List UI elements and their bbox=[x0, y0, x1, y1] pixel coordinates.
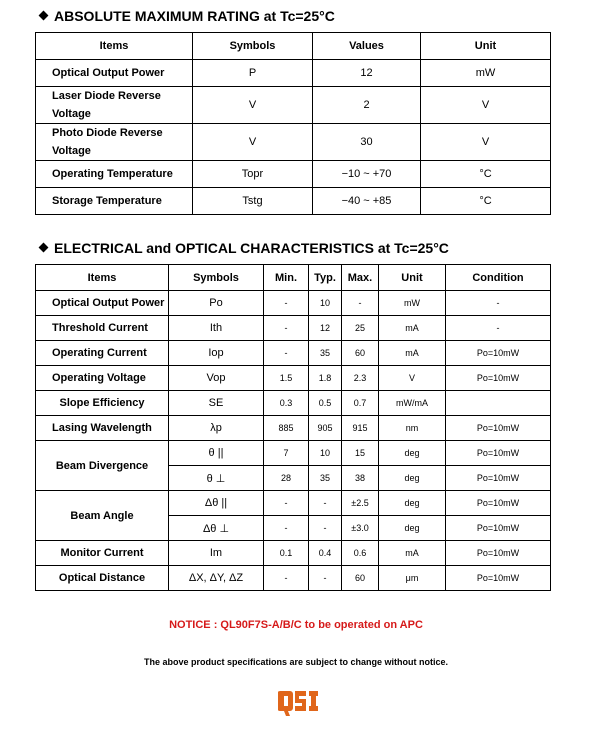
table-row bbox=[36, 391, 551, 416]
unit-cell: mW/mA bbox=[379, 391, 446, 416]
max-cell: 60 bbox=[342, 341, 379, 366]
min-cell: - bbox=[264, 516, 309, 541]
table-row bbox=[36, 441, 551, 466]
unit-cell: V bbox=[421, 87, 551, 124]
table-row bbox=[36, 416, 551, 441]
value-cell: −40 ~ +85 bbox=[313, 188, 421, 215]
symbol-cell: θ || bbox=[169, 441, 264, 466]
item-cell: Operating Voltage bbox=[36, 366, 169, 391]
typ-cell: - bbox=[309, 491, 342, 516]
max-cell: ±3.0 bbox=[342, 516, 379, 541]
item-cell: Operating Current bbox=[36, 341, 169, 366]
col-header: Values bbox=[313, 33, 421, 60]
notice-text: NOTICE : QL90F7S-A/B/C to be operated on APC bbox=[169, 619, 423, 631]
symbol-cell: Po bbox=[169, 291, 264, 316]
max-cell: 0.6 bbox=[342, 541, 379, 566]
table-row bbox=[36, 491, 551, 516]
unit-cell: deg bbox=[379, 516, 446, 541]
max-cell: 15 bbox=[342, 441, 379, 466]
col-header: Unit bbox=[379, 265, 446, 291]
condition-cell: Po=10mW bbox=[446, 516, 551, 541]
unit-cell: V bbox=[379, 366, 446, 391]
col-header: Items bbox=[36, 265, 169, 291]
col-header: Symbols bbox=[193, 33, 313, 60]
col-header: Symbols bbox=[169, 265, 264, 291]
symbol-cell: Δθ ⊥ bbox=[169, 516, 264, 541]
symbol-cell: P bbox=[193, 60, 313, 87]
item-cell: Optical Output Power bbox=[36, 291, 169, 316]
diamond-bullet-icon bbox=[39, 243, 49, 253]
symbol-cell: V bbox=[193, 124, 313, 161]
item-cell: Lasing Wavelength bbox=[36, 416, 169, 441]
max-cell: 0.7 bbox=[342, 391, 379, 416]
item-cell: Beam Angle bbox=[36, 491, 169, 541]
condition-cell: Po=10mW bbox=[446, 491, 551, 516]
max-cell: 60 bbox=[342, 566, 379, 591]
symbol-cell: SE bbox=[169, 391, 264, 416]
condition-cell: Po=10mW bbox=[446, 416, 551, 441]
item-cell: Laser Diode Reverse Voltage bbox=[36, 87, 193, 124]
typ-cell: 12 bbox=[309, 316, 342, 341]
symbol-cell: λp bbox=[169, 416, 264, 441]
table-row bbox=[36, 316, 551, 341]
col-header: Max. bbox=[342, 265, 379, 291]
condition-cell: Po=10mW bbox=[446, 566, 551, 591]
unit-cell: deg bbox=[379, 441, 446, 466]
typ-cell: 35 bbox=[309, 466, 342, 491]
min-cell: 7 bbox=[264, 441, 309, 466]
col-header: Min. bbox=[264, 265, 309, 291]
table-header-row bbox=[36, 265, 551, 291]
value-cell: −10 ~ +70 bbox=[313, 161, 421, 188]
unit-cell: mW bbox=[421, 60, 551, 87]
electrical-optical-table bbox=[35, 264, 551, 591]
unit-cell: mW bbox=[379, 291, 446, 316]
unit-cell: deg bbox=[379, 491, 446, 516]
item-cell: Optical Output Power bbox=[36, 60, 193, 87]
symbol-cell: Vop bbox=[169, 366, 264, 391]
value-cell: 2 bbox=[313, 87, 421, 124]
table-row bbox=[36, 124, 551, 161]
max-cell: 915 bbox=[342, 416, 379, 441]
max-cell: 38 bbox=[342, 466, 379, 491]
typ-cell: 10 bbox=[309, 441, 342, 466]
table-row bbox=[36, 87, 551, 124]
min-cell: - bbox=[264, 316, 309, 341]
table-header-row bbox=[36, 33, 551, 60]
table-row bbox=[36, 566, 551, 591]
symbol-cell: Im bbox=[169, 541, 264, 566]
item-cell: Operating Temperature bbox=[36, 161, 193, 188]
typ-cell: 10 bbox=[309, 291, 342, 316]
table-row bbox=[36, 161, 551, 188]
condition-cell: Po=10mW bbox=[446, 541, 551, 566]
min-cell: - bbox=[264, 291, 309, 316]
value-cell: 30 bbox=[313, 124, 421, 161]
absolute-max-rating-table bbox=[35, 32, 551, 215]
col-header: Unit bbox=[421, 33, 551, 60]
symbol-cell: θ ⊥ bbox=[169, 466, 264, 491]
table-row bbox=[36, 541, 551, 566]
item-cell: Optical Distance bbox=[36, 566, 169, 591]
elec-optical-title: ELECTRICAL and OPTICAL CHARACTERISTICS at Tc=25°C bbox=[40, 240, 449, 256]
typ-cell: 1.8 bbox=[309, 366, 342, 391]
symbol-cell: ΔX, ΔY, ΔZ bbox=[169, 566, 264, 591]
typ-cell: 0.4 bbox=[309, 541, 342, 566]
typ-cell: 35 bbox=[309, 341, 342, 366]
condition-cell: - bbox=[446, 291, 551, 316]
min-cell: 1.5 bbox=[264, 366, 309, 391]
item-cell: Threshold Current bbox=[36, 316, 169, 341]
unit-cell: °C bbox=[421, 188, 551, 215]
max-cell: - bbox=[342, 291, 379, 316]
min-cell: - bbox=[264, 341, 309, 366]
min-cell: 28 bbox=[264, 466, 309, 491]
typ-cell: 905 bbox=[309, 416, 342, 441]
symbol-cell: Tstg bbox=[193, 188, 313, 215]
table-row bbox=[36, 366, 551, 391]
max-cell: 25 bbox=[342, 316, 379, 341]
condition-cell bbox=[446, 391, 551, 416]
col-header: Condition bbox=[446, 265, 551, 291]
table-row bbox=[36, 188, 551, 215]
condition-cell: - bbox=[446, 316, 551, 341]
col-header: Items bbox=[36, 33, 193, 60]
condition-cell: Po=10mW bbox=[446, 341, 551, 366]
col-header: Typ. bbox=[309, 265, 342, 291]
item-cell: Beam Divergence bbox=[36, 441, 169, 491]
min-cell: 0.1 bbox=[264, 541, 309, 566]
abs-max-title: ABSOLUTE MAXIMUM RATING at Tc=25°C bbox=[40, 8, 335, 24]
min-cell: 0.3 bbox=[264, 391, 309, 416]
table-row bbox=[36, 291, 551, 316]
symbol-cell: V bbox=[193, 87, 313, 124]
min-cell: - bbox=[264, 491, 309, 516]
unit-cell: μm bbox=[379, 566, 446, 591]
condition-cell: Po=10mW bbox=[446, 441, 551, 466]
symbol-cell: Topr bbox=[193, 161, 313, 188]
min-cell: 885 bbox=[264, 416, 309, 441]
table-row bbox=[36, 60, 551, 87]
typ-cell: 0.5 bbox=[309, 391, 342, 416]
unit-cell: nm bbox=[379, 416, 446, 441]
unit-cell: deg bbox=[379, 466, 446, 491]
item-cell: Monitor Current bbox=[36, 541, 169, 566]
value-cell: 12 bbox=[313, 60, 421, 87]
min-cell: - bbox=[264, 566, 309, 591]
typ-cell: - bbox=[309, 516, 342, 541]
diamond-bullet-icon bbox=[39, 11, 49, 21]
unit-cell: mA bbox=[379, 341, 446, 366]
max-cell: 2.3 bbox=[342, 366, 379, 391]
symbol-cell: Iop bbox=[169, 341, 264, 366]
unit-cell: mA bbox=[379, 316, 446, 341]
disclaimer-text: The above product specifications are subject to change without notice. bbox=[143, 657, 449, 667]
typ-cell: - bbox=[309, 566, 342, 591]
table-row bbox=[36, 341, 551, 366]
item-cell: Storage Temperature bbox=[36, 188, 193, 215]
item-cell: Photo Diode Reverse Voltage bbox=[36, 124, 193, 161]
symbol-cell: Ith bbox=[169, 316, 264, 341]
item-cell: Slope Efficiency bbox=[36, 391, 169, 416]
unit-cell: mA bbox=[379, 541, 446, 566]
unit-cell: °C bbox=[421, 161, 551, 188]
max-cell: ±2.5 bbox=[342, 491, 379, 516]
symbol-cell: Δθ || bbox=[169, 491, 264, 516]
condition-cell: Po=10mW bbox=[446, 466, 551, 491]
qsi-logo bbox=[278, 688, 320, 718]
unit-cell: V bbox=[421, 124, 551, 161]
condition-cell: Po=10mW bbox=[446, 366, 551, 391]
